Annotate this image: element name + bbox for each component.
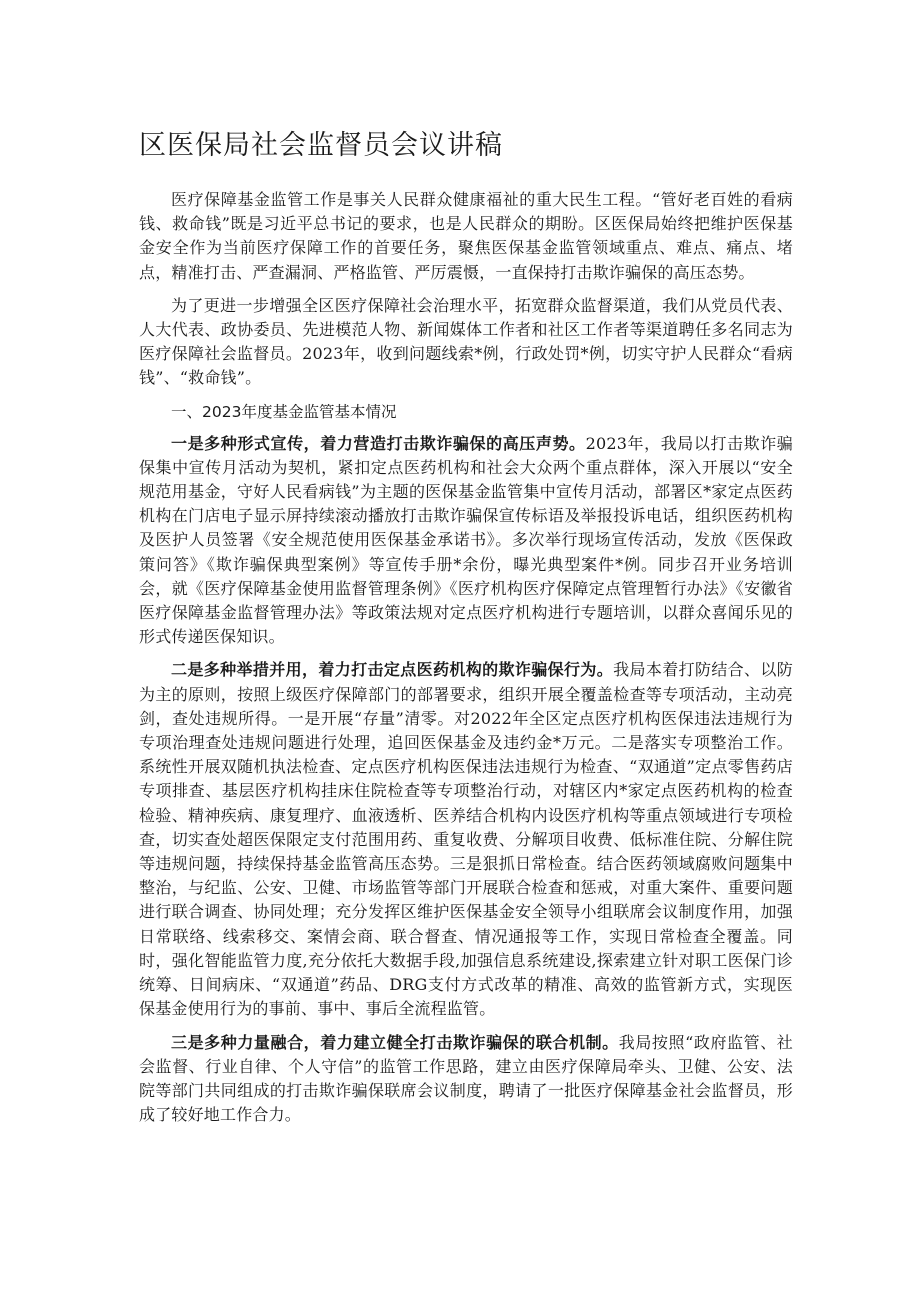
item-body-2: 我局本着打防结合、以防为主的原则，按照上级医疗保障部门的部署要求，组织开展全覆盖检查等专项活动，主动亮剑，查处违规所得。一是开展“存量”清零。对2022年全区定点医疗机构医保违法违规行为专项治理查处违规问题进行处理，追回医保基金及违约金*万元。二是落实专项整治工作。系统性开展双随机执法检查、定点医疗机构医保违法违规行为检查、“双通道”定点零售药店专项排查、基层医疗机构挂床住院检查等专项整治行动，对辖区内*家定点医药机构的检查检验、精神疾病、康复理疗、血液透析、医养结合机构内设医疗机构等重点领域进行专项检查，切实查处超医保限定支付范围用药、重复收费、分解项目收费、低标准住院、分解住院等违规问题，持续保持基金监管高压态势。三是狠抓日常检查。结合医药领域腐败问题集中整治，与纪监、公安、卫健、市场监管等部门开展联合检查和惩戒，对重大案件、重要问题进行联合调查、协同处理；充分发挥区维护医保基金安全领导小组联席会议制度作用，加强日常联络、线索移交、案情会商、联合督查、情况通报等工作，实现日常检查全覆盖。同时，强化智能监管力度,充分依托大数据手段,加强信息系统建设,探索建立针对职工医保门诊统筹、日间病床、“双通道”药品、DRG支付方式改革的精准、高效的监管新方式，实现医保基金使用行为的事前、事中、事后全流程监管。: [139, 660, 794, 1019]
item-body-1: 2023年，我局以打击欺诈骗保集中宣传月活动为契机，紧扣定点医药机构和社会大众两个重点群体，深入开展以“安全规范用基金，守好人民看病钱”为主题的医保基金监管集中宣传月活动，部署区*家定点医药机构在门店电子显示屏持续滚动播放打击欺诈骗保宣传标语及举报投诉电话，组织医药机构及医护人员签署《安全规范使用医保基金承诺书》。多次举行现场宣传活动，发放《医保政策问答》《欺诈骗保典型案例》等宣传手册*余份，曝光典型案件*例。同步召开业务培训会，就《医疗保障基金使用监督管理条例》《医疗机构医疗保障定点管理暂行办法》《安徽省医疗保障基金监督管理办法》等政策法规对定点医疗机构进行专题培训，以群众喜闻乐见的形式传递医保知识。: [139, 433, 793, 647]
item-lead-2: 二是多种举措并用，着力打击定点医药机构的欺诈骗保行为。: [171, 660, 614, 680]
item-paragraph-2: [139, 658, 793, 1021]
item-lead-3: 三是多种力量融合，着力建立健全打击欺诈骗保的联合机制。: [171, 1032, 619, 1052]
item-lead-1: 一是多种形式宣传，着力营造打击欺诈骗保的高压声势。: [171, 433, 586, 453]
intro-paragraph-1: 医疗保障基金监管工作是事关人民群众健康福祉的重大民生工程。“管好老百姓的看病钱、救命钱”既是习近平总书记的要求，也是人民群众的期盼。区医保局始终把维护医保基金安全作为当前医疗保障工作的首要任务，聚焦医保基金监管领域重点、难点、痛点、堵点，精准打击、严查漏洞、严格监管、严厉震慑，一直保持打击欺诈骗保的高压态势。: [139, 190, 793, 282]
section-heading: 一、2023年度基金监管基本情况: [171, 402, 397, 421]
item-body-3: 我局按照“政府监管、社会监督、行业自律、个人守信”的监管工作思路，建立由医疗保障局牵头、卫健、公安、法院等部门共同组成的打击欺诈骗保联席会议制度，聘请了一批医疗保障基金社会监督员，形成了较好地工作合力。: [139, 1032, 793, 1125]
item-paragraph-1: [139, 432, 793, 650]
item-paragraph-3: [139, 1031, 793, 1128]
document-page: [139, 126, 793, 1136]
document-title: 区医保局社会监督员会议讲稿: [139, 130, 503, 161]
intro-paragraph-2: 为了更进一步增强全区医疗保障社会治理水平，拓宽群众监督渠道，我们从党员代表、人大代表、政协委员、先进模范人物、新闻媒体工作者和社区工作者等渠道聘任多名同志为医疗保障社会监督员。2023年，收到问题线索*例，行政处罚*例，切实守护人民群众“看病钱”、“救命钱”。: [139, 295, 793, 388]
